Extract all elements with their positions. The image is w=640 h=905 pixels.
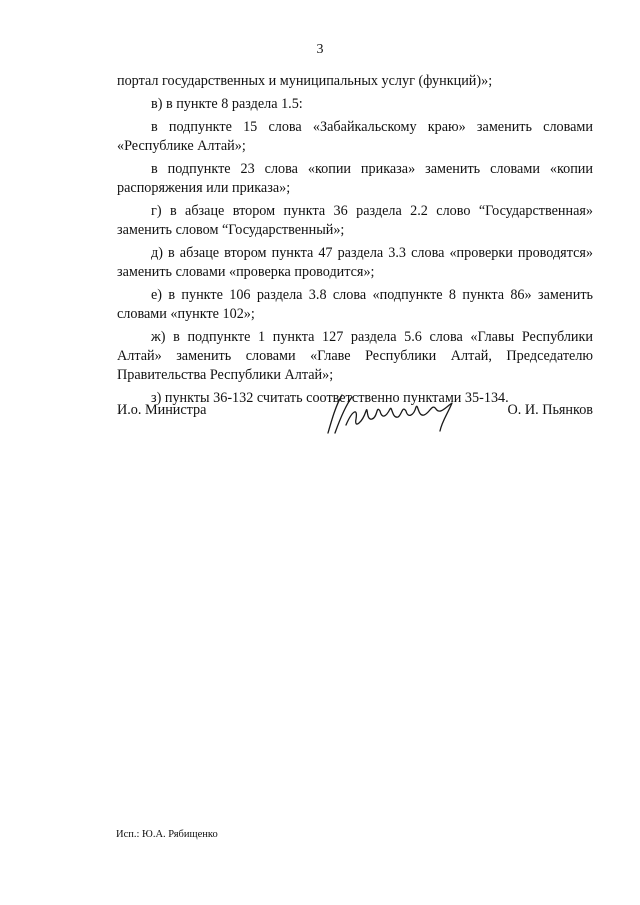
signatory-name: О. И. Пьянков [507,402,593,418]
executor-note: Исп.: Ю.А. Рябищенко [116,829,218,840]
paragraph: портал государственных и муниципальных услуг (функций)»; [117,73,493,89]
paragraph: в подпункте 15 слова «Забайкальскому краю» заменить словами «Республике Алтай»; [117,119,593,154]
page-number: 3 [316,42,324,57]
paragraph: г) в абзаце втором пункта 36 раздела 2.2 слово “Государственная» заменить словом “Государственный»; [117,203,593,238]
paragraph: д) в абзаце втором пункта 47 раздела 3.3 слова «проверки проводятся» заменить словами «проверка проводится»; [117,245,593,280]
signature-block [117,395,593,445]
handwritten-signature [322,389,492,439]
paragraph: в подпункте 23 слова «копии приказа» заменить словами «копии распоряжения или приказа»; [117,161,593,196]
document-body [117,72,593,412]
paragraph: в) в пункте 8 раздела 1.5: [151,96,303,112]
paragraph: ж) в подпункте 1 пункта 127 раздела 5.6 слова «Главы Республики Алтай» заменить словами «Главе Республики Алтай, Председателю Правительства Республики Алтай»; [117,329,593,383]
paragraph: з) пункты 36-132 считать соответственно пунктами 35-134. [151,390,509,406]
signatory-title: И.о. Министра [117,402,207,418]
paragraph: е) в пункте 106 раздела 3.8 слова «подпункте 8 пункта 86» заменить словами «пункте 102»; [117,287,593,322]
